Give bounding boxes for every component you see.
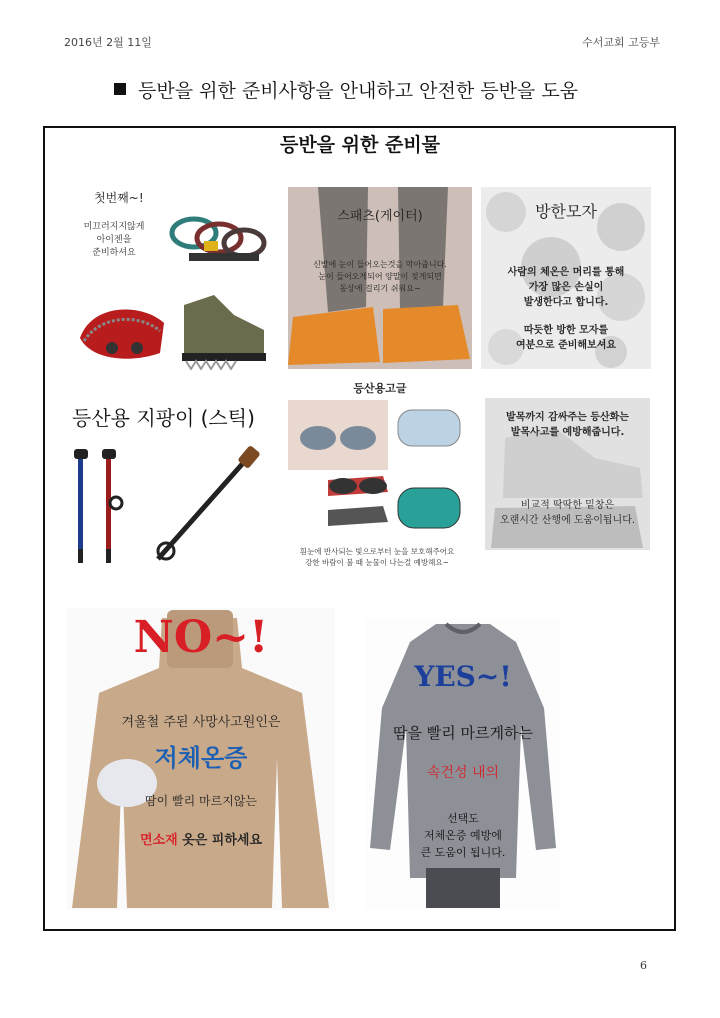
goggles-title: 등산용고글 [353, 382, 407, 395]
winter-hat-text2: 따듯한 방한 모자를 여분으로 준비해보셔요 [515, 325, 617, 351]
chain-crampon-image [72, 293, 172, 368]
header-date: 2016년 2월 11일 [64, 36, 152, 49]
cotton-line3: 땀이 빨리 마르지않는 [145, 794, 257, 808]
boots-panel [485, 398, 650, 550]
cotton-badge: NO~! [133, 612, 269, 663]
poles-title: 등산용 지팡이 (스틱) [72, 406, 255, 430]
quickdry-badge: YES~! [414, 660, 512, 693]
quickdry-panel [366, 618, 560, 910]
gaiters-text: 신발에 눈이 들어오는것을 막아줍니다. 눈이 들어오게되어 양말이 젖게되면 동상에 걸리기 쉬워요~ [313, 260, 447, 293]
winter-hat-title: 방한모자 [535, 202, 597, 221]
cotton-line4-rest: 옷은 피하세요 [177, 833, 263, 848]
winter-hat-panel [481, 187, 651, 369]
winter-hat-text: 사람의 체온은 머리를 통해 가장 많은 손실이 발생한다고 합니다. [507, 267, 625, 308]
pole-single-image [144, 441, 266, 569]
poles-pair-image [64, 441, 138, 569]
cotton-line4 [67, 829, 335, 848]
section-title [114, 76, 614, 103]
cotton-material-word: 면소재 [139, 833, 178, 848]
page-number: 6 [640, 959, 647, 972]
boot-crampon-image [174, 285, 269, 370]
square-bullet-icon [114, 83, 126, 95]
header-org: 수서교회 고등부 [582, 36, 660, 49]
cotton-line1: 겨울철 주된 사망사고원인은 [121, 715, 281, 730]
boots-text2: 비교적 딱딱한 밑창은 오랜시간 산행에 도움이됩니다. [499, 500, 636, 526]
quickdry-line1: 땀을 빨리 마르게하는 [393, 724, 533, 742]
cotton-line2: 저체온증 [154, 744, 248, 772]
crampons-heading: 첫번째~! [94, 191, 144, 205]
goggles-image [288, 400, 466, 540]
section-title-text: 등반을 위한 준비사항을 안내하고 안전한 등반을 도움 [138, 80, 579, 102]
gaiters-title: 스패츠(게이터) [337, 209, 423, 224]
cotton-panel [67, 608, 335, 910]
board-title: 등반을 위한 준비물 [279, 134, 441, 156]
crampons-panel [64, 183, 274, 378]
boots-text: 발목까지 감싸주는 등산화는 발목사고를 예방해줍니다. [506, 412, 629, 438]
goggles-panel [288, 400, 466, 568]
crampon-top-image [164, 203, 269, 283]
quickdry-line2: 속건성 내의 [426, 765, 500, 781]
gaiters-panel [288, 187, 472, 369]
crampons-text: 미끄러지지않게 아이젠을 준비하셔요 [83, 222, 145, 258]
goggles-text: 흰눈에 반사되는 빛으로부터 눈을 보호해주어요 강한 바람이 불 때 눈물이 나는걸 예방해요~ [299, 547, 455, 567]
quickdry-text: 선택도 저체온증 예방에 큰 도움이 됩니다. [420, 812, 506, 859]
